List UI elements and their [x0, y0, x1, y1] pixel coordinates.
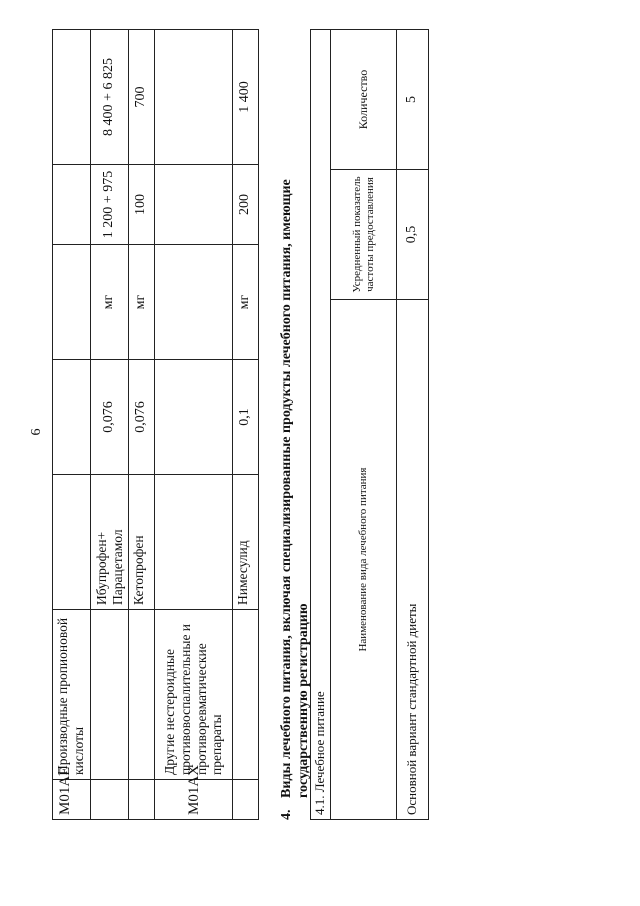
header-quantity: Количество — [331, 30, 397, 170]
table-header-row — [331, 30, 397, 820]
ddd-value — [53, 360, 91, 475]
ddd-value: 0,1 — [233, 360, 259, 475]
atc-group — [129, 610, 155, 780]
skd-value — [53, 30, 91, 165]
section-number: 4. — [279, 809, 294, 820]
ddd-value: 0,076 — [91, 360, 129, 475]
header-name: Наименование вида лечебного питания — [331, 300, 397, 820]
sdd-value: 100 — [129, 165, 155, 245]
table-row — [311, 30, 331, 820]
unit-value: мг — [91, 245, 129, 360]
rotated-page-content — [52, 30, 442, 820]
sdd-value — [155, 165, 233, 245]
atc-group: Другие нестероидные противовоспалительные и противоревматические препараты — [155, 610, 233, 780]
table-row — [91, 30, 129, 820]
skd-value: 700 — [129, 30, 155, 165]
skd-value: 1 400 — [233, 30, 259, 165]
frequency-value: 0,5 — [397, 170, 429, 300]
sdd-value — [53, 165, 91, 245]
unit-value — [155, 245, 233, 360]
table-row — [129, 30, 155, 820]
drug-name — [53, 475, 91, 610]
drug-name: Кетопрофен — [129, 475, 155, 610]
table-row — [155, 30, 233, 820]
atc-code — [233, 780, 259, 820]
unit-value — [53, 245, 91, 360]
table-row — [53, 30, 91, 820]
quantity-value: 5 — [397, 30, 429, 170]
diet-name: Основной вариант стандартной диеты — [397, 300, 429, 820]
subsection-title: 4.1. Лечебное питание — [311, 30, 331, 820]
section-heading — [278, 30, 312, 820]
unit-value: мг — [129, 245, 155, 360]
table-row — [397, 30, 429, 820]
unit-value: мг — [233, 245, 259, 360]
atc-group: Производные пропионовой кислоты — [53, 610, 91, 780]
section-title-line-1: Виды лечебного питания, включая специализированные продукты лечебного питания, имеющие — [279, 179, 294, 798]
atc-group — [233, 610, 259, 780]
skd-value — [155, 30, 233, 165]
sdd-value: 1 200 + 975 — [91, 165, 129, 245]
medication-table — [52, 29, 259, 820]
nutrition-table — [310, 29, 429, 820]
atc-group — [91, 610, 129, 780]
atc-code: M01AE — [53, 780, 91, 820]
skd-value: 8 400 + 6 825 — [91, 30, 129, 165]
atc-code: M01AX — [155, 780, 233, 820]
section-title-line-2: государственную регистрацию — [296, 603, 311, 798]
sdd-value: 200 — [233, 165, 259, 245]
drug-name: Нимесулид — [233, 475, 259, 610]
ddd-value: 0,076 — [129, 360, 155, 475]
drug-name: Ибупрофен+ Парацетамол — [91, 475, 129, 610]
drug-name — [155, 475, 233, 610]
atc-code — [91, 780, 129, 820]
page-number: 6 — [29, 428, 44, 436]
atc-code — [129, 780, 155, 820]
table-row — [233, 30, 259, 820]
header-frequency: Усредненный показатель частоты предоставления — [331, 170, 397, 300]
ddd-value — [155, 360, 233, 475]
